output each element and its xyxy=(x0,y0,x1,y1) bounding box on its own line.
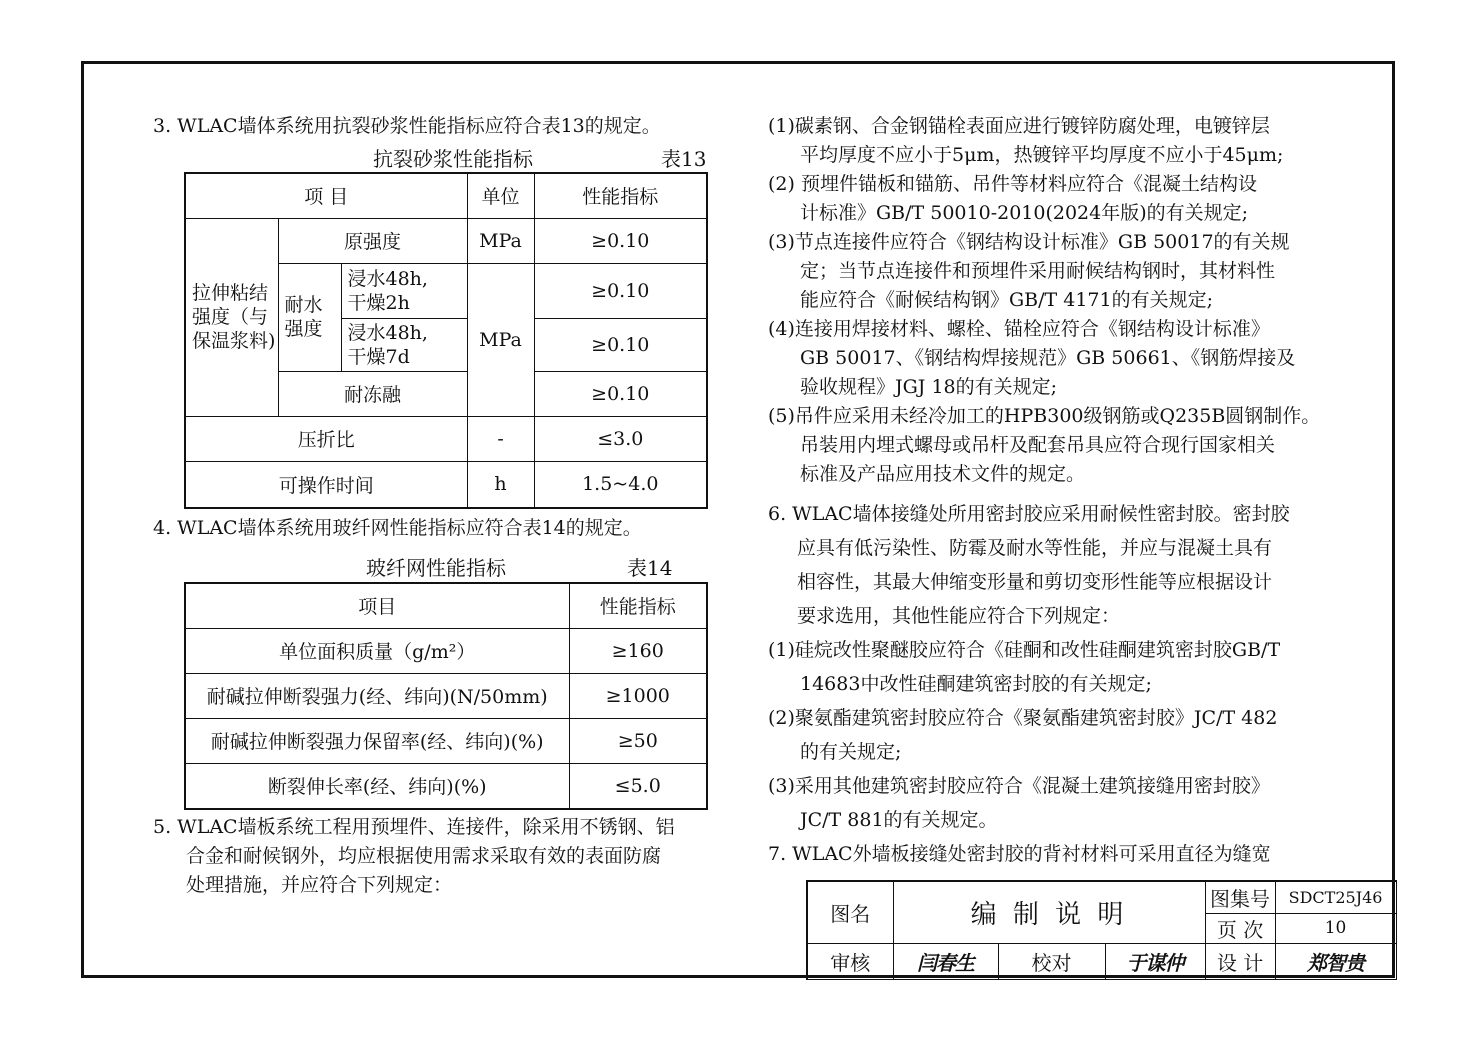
table14-row-value: ≥160 xyxy=(569,628,707,673)
right-text-line: (3)采用其他建筑密封胶应符合《混凝土建筑接缝用密封胶》 xyxy=(768,775,1270,797)
atlas-no-label: 图集号 xyxy=(1205,881,1275,913)
table14-row-name: 耐碱拉伸断裂强力保留率(经、纬向)(%) xyxy=(185,718,569,763)
atlas-no: SDCT25J46 xyxy=(1275,881,1396,913)
table13-r5-name: 压折比 xyxy=(185,416,467,461)
right-column-text xyxy=(768,112,1320,871)
check-label: 校对 xyxy=(998,943,1105,979)
table14-row-name: 单位面积质量（g/m²） xyxy=(185,628,569,673)
table13-head-value: 性能指标 xyxy=(534,173,707,218)
item-5-line: 合金和耐候钢外，均应根据使用需求采取有效的表面防腐 xyxy=(186,845,662,867)
water-label-2: 强度 xyxy=(284,318,323,340)
right-text-line: (3)节点连接件应符合《钢结构设计标准》GB 50017的有关规 xyxy=(768,231,1290,253)
r3-cond-2: 干燥7d xyxy=(347,345,410,368)
table14-row-name: 断裂伸长率(经、纬向)(%) xyxy=(185,763,569,809)
right-text-line: (1)碳素钢、合金钢锚栓表面应进行镀锌防腐处理，电镀锌层 xyxy=(768,115,1270,137)
group-line-3: 保温浆料) xyxy=(192,330,276,352)
right-text-line: 14683中改性硅酮建筑密封胶的有关规定; xyxy=(800,673,1152,695)
item-4-text: 4. WLAC墙体系统用玻纤网性能指标应符合表14的规定。 xyxy=(153,517,642,539)
title-block xyxy=(806,880,1397,980)
table13-r3-cond xyxy=(341,318,467,371)
table13-r6-value: 1.5~4.0 xyxy=(534,461,707,508)
right-text-line: 验收规程》JGJ 18的有关规定; xyxy=(800,376,1058,398)
table13-water-label xyxy=(278,263,341,371)
group-line-1: 拉伸粘结 xyxy=(192,282,269,304)
table13-r1-value: ≥0.10 xyxy=(534,218,707,263)
table13-title: 抗裂砂浆性能指标 xyxy=(373,147,533,171)
right-text-line: 计标准》GB/T 50010-2010(2024年版)的有关规定; xyxy=(800,202,1249,224)
table13-head-item: 项 目 xyxy=(185,173,467,218)
review-label: 审核 xyxy=(807,943,893,979)
design-signature: 郑智贵 xyxy=(1275,943,1396,979)
table14-row-value: ≤5.0 xyxy=(569,763,707,809)
table13-r3-value: ≥0.10 xyxy=(534,318,707,371)
design-label: 设 计 xyxy=(1205,943,1275,979)
table13-r6-unit: h xyxy=(467,461,534,508)
table13-r4-value: ≥0.10 xyxy=(534,371,707,416)
check-signature: 于谋仲 xyxy=(1105,943,1205,979)
right-text-line: 标准及产品应用技术文件的规定。 xyxy=(800,463,1086,485)
item-3-text: 3. WLAC墙体系统用抗裂砂浆性能指标应符合表13的规定。 xyxy=(153,115,661,137)
table14-row-value: ≥50 xyxy=(569,718,707,763)
right-text-line: 要求选用，其他性能应符合下列规定： xyxy=(797,605,1121,627)
page-no: 10 xyxy=(1275,913,1396,943)
table13-r4-name: 耐冻融 xyxy=(278,371,467,416)
table14 xyxy=(184,582,708,810)
table14-row-name: 耐碱拉伸断裂强力(经、纬向)(N/50mm) xyxy=(185,673,569,718)
table14-row-value: ≥1000 xyxy=(569,673,707,718)
right-text-line: 的有关规定; xyxy=(800,741,902,763)
group-line-2: 强度（与 xyxy=(192,306,269,328)
table13-r1-unit: MPa xyxy=(467,218,534,263)
r2-cond-1: 浸水48h, xyxy=(347,267,428,290)
right-text-line: (5)吊件应采用未经冷加工的HPB300级钢筋或Q235B圆钢制作。 xyxy=(768,405,1321,427)
table13-r5-unit: - xyxy=(467,416,534,461)
table13-mpa-unit: MPa xyxy=(467,263,534,416)
table14-title: 玻纤网性能指标 xyxy=(366,556,506,580)
table13-group-label xyxy=(185,218,278,416)
table13-head-unit: 单位 xyxy=(467,173,534,218)
right-text-line: GB 50017、《钢结构焊接规范》GB 50661、《钢筋焊接及 xyxy=(800,347,1296,369)
table14-label: 表14 xyxy=(627,556,673,580)
right-text-line: 能应符合《耐候结构钢》GB/T 4171的有关规定; xyxy=(800,289,1214,311)
table13-r2-value: ≥0.10 xyxy=(534,263,707,318)
item-5-block xyxy=(153,813,675,900)
figure-name: 编 制 说 明 xyxy=(893,881,1205,943)
right-text-line: 应具有低污染性、防霉及耐水等性能，并应与混凝土具有 xyxy=(797,537,1273,559)
right-text-line: (1)硅烷改性聚醚胶应符合《硅酮和改性硅酮建筑密封胶GB/T xyxy=(768,639,1281,661)
right-text-line: 相容性，其最大伸缩变形量和剪切变形性能等应根据设计 xyxy=(797,571,1273,593)
table14-head-item: 项目 xyxy=(185,583,569,628)
right-text-line: 定；当节点连接件和预埋件采用耐候结构钢时，其材料性 xyxy=(800,260,1276,282)
table13 xyxy=(184,172,708,509)
item-5-line: 5. WLAC墙板系统工程用预埋件、连接件，除采用不锈钢、铝 xyxy=(153,816,675,838)
water-label-1: 耐水 xyxy=(284,294,323,316)
right-text-line: (2) 预埋件锚板和锚筋、吊件等材料应符合《混凝土结构设 xyxy=(768,173,1257,195)
right-text-line: 吊装用内埋式螺母或吊杆及配套吊具应符合现行国家相关 xyxy=(800,434,1276,456)
item-7-text: 7. WLAC外墙板接缝处密封胶的背衬材料可采用直径为缝宽 xyxy=(768,843,1271,865)
right-text-line: (2)聚氨酯建筑密封胶应符合《聚氨酯建筑密封胶》JC/T 482 xyxy=(768,707,1278,729)
right-text-line: 6. WLAC墙体接缝处所用密封胶应采用耐候性密封胶。密封胶 xyxy=(768,503,1290,525)
r2-cond-2: 干燥2h xyxy=(347,291,410,314)
right-text-line: (4)连接用焊接材料、螺栓、锚栓应符合《钢结构设计标准》 xyxy=(768,318,1270,340)
review-signature: 闫春生 xyxy=(893,943,998,979)
table13-r5-value: ≤3.0 xyxy=(534,416,707,461)
table13-r1-name: 原强度 xyxy=(278,218,467,263)
page-label: 页 次 xyxy=(1205,913,1275,943)
item-5-line: 处理措施，并应符合下列规定： xyxy=(186,874,453,896)
table13-r2-cond xyxy=(341,263,467,318)
right-text-line: JC/T 881的有关规定。 xyxy=(800,809,998,831)
figure-name-label: 图名 xyxy=(807,881,893,943)
table13-label: 表13 xyxy=(661,147,707,171)
table13-r6-name: 可操作时间 xyxy=(185,461,467,508)
r3-cond-1: 浸水48h, xyxy=(347,321,428,344)
right-text-line: 平均厚度不应小于5μm，热镀锌平均厚度不应小于45μm; xyxy=(800,144,1284,166)
table14-head-value: 性能指标 xyxy=(569,583,707,628)
